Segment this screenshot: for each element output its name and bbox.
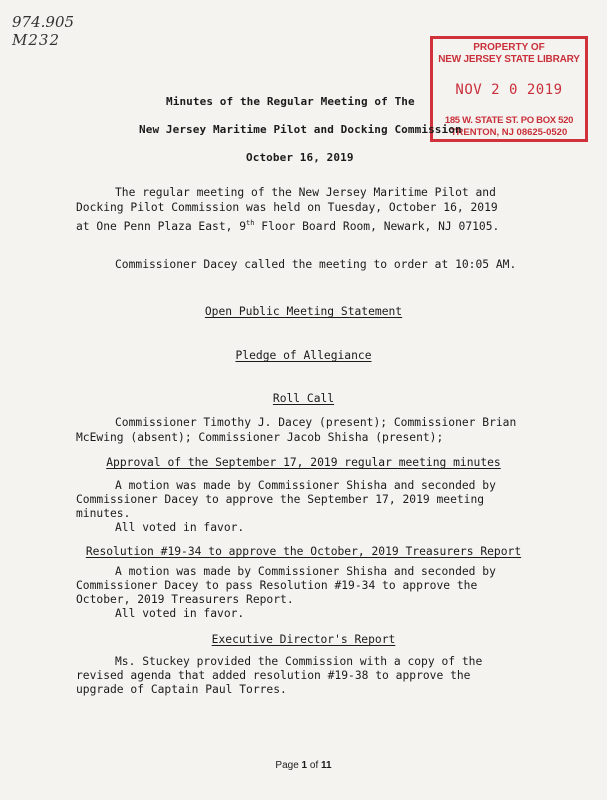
stamp-date: NOV 2 0 2019 (455, 82, 563, 98)
intro-line-1: The regular meeting of the New Jersey Maritime Pilot and (115, 186, 496, 199)
roll-call-line-1: Commissioner Timothy J. Dacey (present); Commissioner Brian (115, 416, 517, 429)
resolution-vote: All voted in favor. (115, 607, 245, 620)
stamp-line-1: PROPERTY OF (473, 42, 545, 53)
pledge-heading: Pledge of Allegiance (235, 349, 372, 362)
roll-call-heading: Roll Call (272, 392, 335, 405)
intro-line-3-end: Floor Board Room, Newark, NJ 07105. (254, 219, 500, 233)
approval-line-1: A motion was made by Commissioner Shisha and seconded by (115, 479, 496, 492)
page-total: 11 (321, 760, 332, 771)
page-current: 1 (301, 760, 308, 771)
page-number (0, 760, 607, 771)
resolution-line-1: A motion was made by Commissioner Shisha and seconded by (115, 565, 496, 578)
title-line-2: New Jersey Maritime Pilot and Docking Commission (139, 123, 462, 136)
open-public-meeting-heading: Open Public Meeting Statement (204, 305, 403, 318)
handwritten-line-2: M232 (12, 31, 60, 49)
intro-line-2: Docking Pilot Commission was held on Tuesday, October 16, 2019 (76, 201, 498, 214)
stamp-line-3: 185 W. STATE ST. PO BOX 520 (444, 115, 574, 126)
exec-line-3: upgrade of Captain Paul Torres. (76, 683, 287, 696)
meeting-date: October 16, 2019 (246, 151, 354, 164)
title-line-1: Minutes of the Regular Meeting of The (166, 95, 415, 108)
exec-line-2: revised agenda that added resolution #19-38 to approve the (76, 669, 471, 682)
exec-line-1: Ms. Stuckey provided the Commission with a copy of the (115, 655, 483, 668)
approval-line-3: minutes. (76, 507, 131, 520)
intro-line-3-superscript: th (246, 219, 255, 227)
stamp-line-4: TRENTON, NJ 08625-0520 (450, 127, 568, 138)
resolution-heading: Resolution #19-34 to approve the October, 2019 Treasurers Report (85, 545, 522, 558)
handwritten-line-1: 974.905 (12, 13, 75, 31)
handwritten-call-number (12, 14, 74, 48)
resolution-line-3: October, 2019 Treasurers Report. (76, 593, 294, 606)
intro-line-3 (76, 216, 499, 234)
resolution-line-2: Commissioner Dacey to pass Resolution #19-34 to approve the (76, 579, 478, 592)
intro-line-3-start: at One Penn Plaza East, 9 (76, 219, 247, 233)
approval-line-2: Commissioner Dacey to approve the September 17, 2019 meeting (76, 493, 485, 506)
approval-heading: Approval of the September 17, 2019 regular meeting minutes (106, 456, 501, 469)
page-sep: of (307, 760, 322, 771)
executive-director-heading: Executive Director's Report (211, 633, 396, 646)
approval-vote: All voted in favor. (115, 521, 245, 534)
call-to-order: Commissioner Dacey called the meeting to order at 10:05 AM. (115, 258, 517, 271)
stamp-line-2: NEW JERSEY STATE LIBRARY (438, 54, 580, 65)
page-prefix: Page (275, 760, 302, 771)
roll-call-line-2: McEwing (absent); Commissioner Jacob Shisha (present); (76, 431, 444, 444)
